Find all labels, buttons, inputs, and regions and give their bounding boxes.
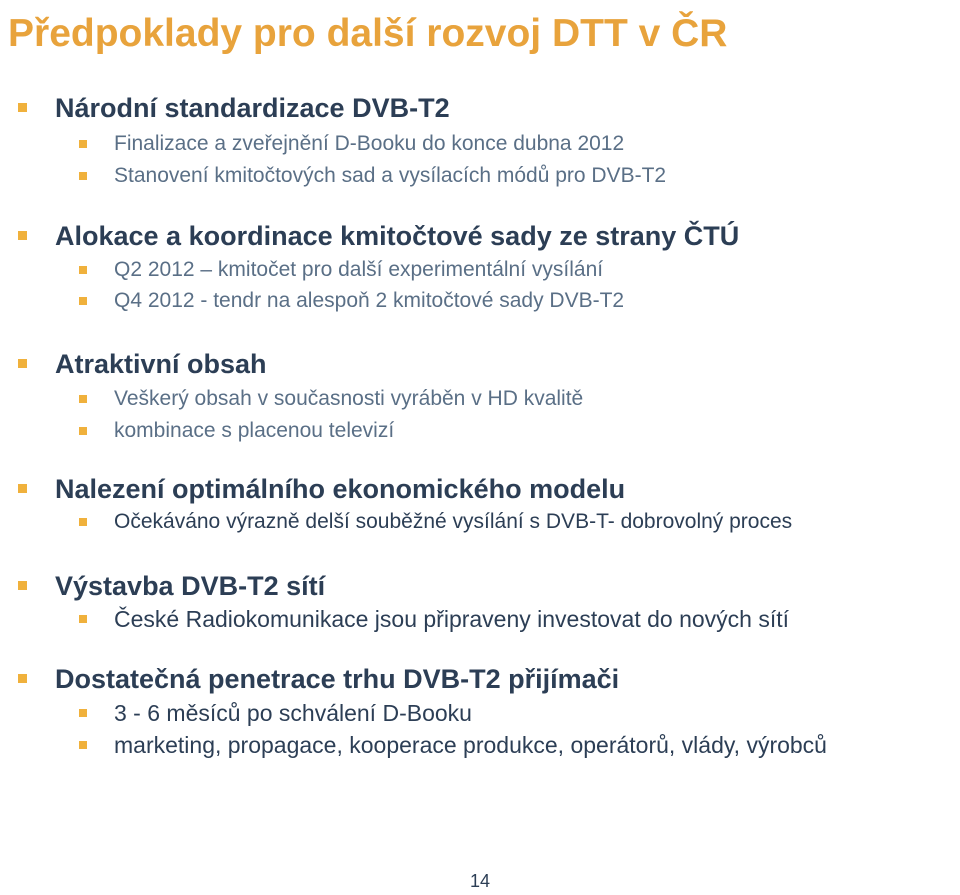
section-heading: [0, 472, 960, 506]
list-item: [0, 416, 960, 446]
list-item: [0, 730, 960, 760]
item-text: Očekáváno výrazně delší souběžné vysílání s DVB-T- dobrovolný proces: [114, 510, 793, 533]
square-bullet-icon: [18, 103, 27, 112]
item-text: Q2 2012 – kmitočet pro další experimentální vysílání: [114, 258, 604, 281]
section-heading: [0, 662, 960, 696]
list-item: [0, 161, 960, 191]
list-item: [0, 384, 960, 414]
square-bullet-icon: [79, 297, 87, 305]
square-bullet-icon: [18, 581, 27, 590]
item-text: Q4 2012 - tendr na alespoň 2 kmitočtové sady DVB-T2: [114, 289, 625, 312]
list-item: [0, 255, 960, 285]
section-heading: [0, 219, 960, 253]
square-bullet-icon: [79, 741, 87, 749]
square-bullet-icon: [79, 395, 87, 403]
list-item: [0, 507, 960, 537]
item-text: Stanovení kmitočtových sad a vysílacích módů pro DVB-T2: [114, 164, 667, 187]
square-bullet-icon: [79, 615, 87, 623]
square-bullet-icon: [79, 140, 87, 148]
square-bullet-icon: [79, 518, 87, 526]
heading-text: Výstavba DVB-T2 sítí: [55, 571, 326, 601]
list-item: [0, 604, 960, 634]
slide-title: Předpoklady pro další rozvoj DTT v ČR: [8, 12, 728, 55]
square-bullet-icon: [18, 359, 27, 368]
section-heading: [0, 347, 960, 381]
square-bullet-icon: [79, 709, 87, 717]
heading-text: Alokace a koordinace kmitočtové sady ze strany ČTÚ: [55, 221, 740, 251]
list-item: [0, 129, 960, 159]
section-heading: [0, 91, 960, 125]
square-bullet-icon: [79, 172, 87, 180]
page-number: 14: [469, 871, 491, 891]
square-bullet-icon: [18, 674, 27, 683]
list-item: [0, 698, 960, 728]
heading-text: Atraktivní obsah: [55, 349, 267, 379]
heading-text: Dostatečná penetrace trhu DVB-T2 přijímači: [55, 664, 620, 694]
heading-text: Nalezení optimálního ekonomického modelu: [55, 474, 626, 504]
square-bullet-icon: [79, 266, 87, 274]
item-text: marketing, propagace, kooperace produkce, operátorů, vlády, výrobců: [114, 732, 827, 758]
list-item: [0, 286, 960, 316]
item-text: Veškerý obsah v současnosti vyráběn v HD kvalitě: [114, 387, 584, 410]
item-text: České Radiokomunikace jsou připraveny investovat do nových sítí: [114, 606, 790, 632]
square-bullet-icon: [18, 231, 27, 240]
section-heading: [0, 569, 960, 603]
square-bullet-icon: [18, 484, 27, 493]
item-text: Finalizace a zveřejnění D-Booku do konce dubna 2012: [114, 132, 625, 155]
square-bullet-icon: [79, 427, 87, 435]
item-text: 3 - 6 měsíců po schválení D-Booku: [114, 700, 472, 726]
heading-text: Národní standardizace DVB-T2: [55, 93, 450, 123]
item-text: kombinace s placenou televizí: [114, 419, 395, 442]
